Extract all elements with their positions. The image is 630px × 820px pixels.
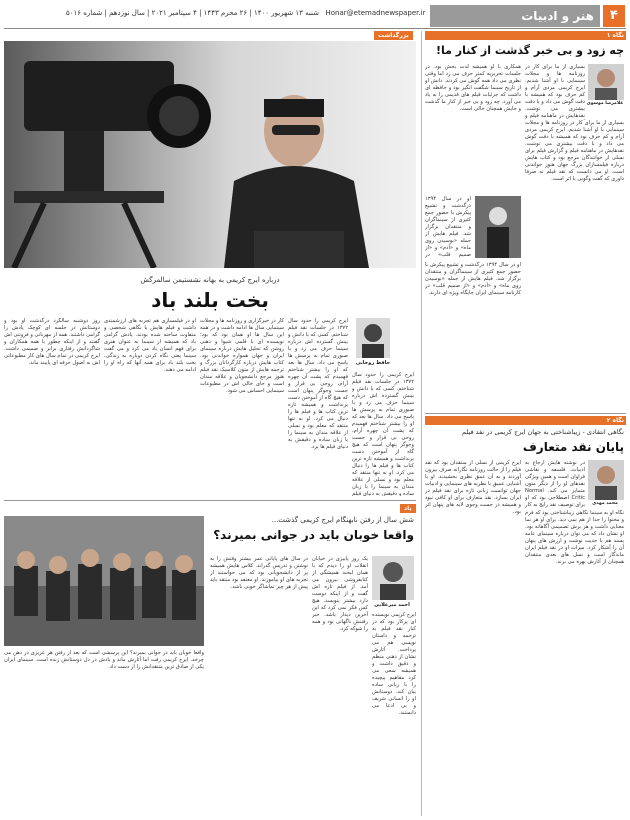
article-column: در نوشته هایش ارجاع به ادبیات، فلسفه و نقاشی فراوان است و همین ویژگی نقدهای او را از دیگر متون متمایز می کند. Normal Critic اصطلاحی بود که او برای توصیف نقد رایج به کار — [525, 460, 585, 508]
article-deck: شش سال از رفتن نابهنگام ایرج کریمی گذشت... — [271, 516, 414, 524]
page-number: ۴ — [603, 5, 625, 27]
author-avatar — [588, 460, 624, 500]
kicker-tribute: بزرگداشت — [374, 31, 413, 40]
article-column: همکاری با او همیشه لذت بخش بود. در جلسات تحریریه کمتر حرف می زد اما وقتی نظری می داد همه گوش می کردند. دانش او از تاریخ سینما شگفت انگیز بود و حافظه ای داشت که جزئیات فیلم های قدیمی را به یاد می آورد. چه زود و بی خبر از کنار ما گذشت و جایش همچنان خالی است. — [425, 64, 521, 112]
author-name: غلامرضا موسوی — [586, 101, 624, 106]
group-photo — [4, 516, 204, 646]
article-column: بسیاری از ما برای کار در روزنامه ها و مجلات سینمایی با او آشنا شدیم. ایرج کریمی مردی آرام و کم حرف بود که همیشه با دقت گوش می داد و با دقت بیشتری می نوشت. نقدهایش در ماهنامه فیلم و گزارش فیلم برای نسلی از خوانندگان مرجع بود و کتاب هایش درباره فیلمسازان بزرگ جهان هنوز خواندنی است. او می دانست که نقد فیلم نه صرفا داوری که گفت وگویی با اثر است. — [525, 120, 624, 182]
article-column: ایرج کریمی را حدود سال ۱۳۷۲ در جلسات نقد فیلم شناختم. کسی که با دانش و بینش گسترده اش درباره سینما حرف می زد و با صبوری تمام به پرسش ها پاسخ می داد. سال ها بعد که او را بیشتر شناختم فهمیدم که پشت آن چهره آرام، روحی بی قرار و جست وجوگر پنهان است که هیچ گاه از آموختن دست برنداشت و همیشه تازه ترین کتاب ها و فیلم ها را دنبال می کرد. او نه تنها منتقد که معلم بود و نسلی از علاقه مندان به سینما را با زبان ساده و دقیقش به دنیای فیلم — [352, 372, 414, 496]
author-avatar-illustration — [588, 64, 624, 100]
author-avatar — [588, 64, 624, 100]
right-headline: پایان نقد متعارف — [522, 440, 624, 454]
article-column: نگاه او به سینما نگاهی زیباشناختی بود که فرم و محتوا را جدا از هم نمی دید. برای او هر نما معنایی داشت و هر برش تصمیمی آگاهانه بود. او نشان داد که می توان درباره سینمای عامه پسند هم با جدیت نوشت و ارزش های پنهان آن را آشکار کرد. میراث او در نقد فیلم ایران ماندگار است و نسل های بعدی منتقدان همچنان از آثارش بهره می برند. — [525, 510, 624, 565]
right-headline: چه زود و بی خبر گذشت از کنار ما! — [435, 44, 624, 57]
kicker-view-2: نگاه ۲ — [606, 417, 624, 424]
author-avatar-illustration — [356, 318, 390, 358]
article-column: او در فیلمسازی هم تجربه های ارزشمندی داشت و فیلم هایش با نگاهی شخصی و متفاوت ساخته شده بودند. یادش گرامی باد که همیشه از سینما به عنوان هنری برای فهم انسان یاد می کرد و می گفت سینما یعنی نگاه کردن دوباره به زندگی. بخت بلند باد برای همه آنها که راه او را ادامه می دهند. — [104, 318, 196, 373]
article-column: ایرج کریمی را حدود سال ۱۳۷۲ در جلسات نقد فیلم شناختم. کسی که با دانش و بینش گسترده اش درباره سینما حرف می زد و با صبوری تمام به پرسش ها پاسخ می داد. سال ها بعد که او را بیشتر شناختم فهمیدم که پشت آن چهره آرام، روحی بی قرار و جست وجوگر پنهان است که هیچ گاه از آموختن دست برنداشت و همیشه تازه ترین کتاب ها و فیلم ها را دنبال می کرد. او نه تنها منتقد که معلم بود و نسلی از علاقه مندان به سینما را با زبان ساده و دقیقش به دنیای فیلم ها برد. — [288, 318, 348, 450]
article-headline: بخت بلند باد — [151, 288, 269, 312]
author-avatar — [372, 556, 414, 600]
author-avatar-illustration — [372, 556, 414, 600]
article-column: بسیاری از ما برای کار در روزنامه ها و مجلات سینمایی با او آشنا شدیم. ایرج کریمی مردی آرام و کم حرف بود که همیشه با دقت گوش می داد و با دقت بیشتری می نوشت. نقدهایش در ماهنامه فیلم و — [525, 64, 585, 119]
camera-portrait-photo — [4, 41, 416, 268]
author-avatar — [356, 318, 390, 358]
column-divider — [421, 31, 422, 816]
section-divider — [425, 413, 626, 414]
section-divider — [4, 500, 416, 501]
group-photo-illustration — [4, 516, 204, 646]
article-deck: درباره ایرج کریمی به بهانه نشستیمن سالمرگش — [140, 276, 280, 284]
article-column: کار در خبرگزاری و روزنامه ها و مجلات سینمایی سال ها ادامه داشت و در همه این سال ها او همان بود که بود؛ نویسنده ای با قلمی شیوا و ذهنی روشن که تحلیل هایش درباره سینمای ایران و جهان همواره خواندنی بود. کتاب هایش درباره کارگردانان بزرگ و ترجمه هایش از متون کلاسیک نقد فیلم هنوز مرجع دانشجویان و علاقه مندان است و جای خالی اش در مطبوعات سینمایی احساس می شود. — [200, 318, 284, 394]
article-column: او در سال ۱۳۹۴ درگذشت و تشییع پیکرش با حضور جمع کثیری از سینماگران و منتقدان برگزار شد. فیلم هایش از جمله «بوسیدن روی ماه» و «آدم» و «از صمیم قلب» در کارنامه سینمای ایران جایگاه ویژه ای دارند. — [425, 262, 521, 296]
section-email[interactable]: Honar@etemadnewspaper.ir — [325, 9, 426, 17]
article-column: واقعا خوبان باید در جوانی بمیرند؟ این پرسشی است که بعد از رفتن هر عزیزی در ذهن می چرخد. ایرج کریمی رفت اما آثارش ماند و یادش در دل دوستانش زنده است. سینمای ایران یکی از صادق ترین منتقدانش را از دست داد. — [4, 650, 204, 670]
kicker-memory: یاد — [400, 504, 416, 513]
article-column: او در سال ۱۳۹۴ درگذشت و تشییع پیکرش با حضور جمع کثیری از سینماگران و منتقدان برگزار شد. فیلم هایش از جمله «بوسیدن روی ماه» و «آدم» و «از صمیم قلب» در — [425, 196, 471, 258]
author-avatar-illustration — [588, 460, 624, 500]
article-column: ایرج کریمی نویسنده ای پرکار بود که در کنار نقد فیلم به ترجمه و داستان نویسی هم می پرداخت. آثارش نشان از ذهنی منظم و دقیق داشت و همیشه سعی می کرد مفاهیم پیچیده را با زبانی ساده بیان کند. دوستانش او را انسانی شریف و بی ادعا می دانستند. — [372, 612, 416, 716]
article-column: روز دوشنبه سالگرد درگذشت او بود و دوستانش در جلسه ای کوچک یادش را گرامی داشتند. همه از مهربانی و فروتنی اش گفتند و از اینکه چطور با همه همکاران و شاگردانش رفتاری برابر و صمیمی داشت. ایرج کریمی در تمام سال های کار مطبوعاتی اش به اصول حرفه ای پایبند ماند. — [4, 318, 100, 366]
article-headline: واقعا خوبان باید در جوانی بمیرند؟ — [213, 528, 414, 542]
article-column: در سال های پایانی عمر بیشتر وقتش را به نوشتن و تدریس گذراند. کلاس هایش همیشه پر از دانشجویانی بود که می خواستند از تجربه های او بیاموزند. او معتقد بود منتقد باید پیش از هر چیز تماشاگر خوبی باشد. — [210, 556, 308, 590]
article-column: یک روز پاییزی در خیابان انقلاب او را دیدم که با همان لبخند همیشگی از کتابفروشی بیرون می آمد. از فیلم تازه اش گفت و از اینکه دوست دارد بیشتر بنویسد. هیچ کس فکر نمی کرد که این آخرین دیدار باشد. خبر رفتنش ناگهانی بود و همه را شوکه کرد. — [312, 556, 368, 632]
director-photo-illustration — [475, 196, 521, 258]
article-deck: نگاهی انتقادی - زیباشناختی به جهان ایرج کریمی در نقد فیلم — [462, 428, 624, 436]
masthead-divider — [4, 28, 626, 29]
kicker-view-1: نگاه ۱ — [606, 32, 624, 39]
section-title: هنر و ادبیات — [430, 5, 600, 27]
director-photo — [475, 196, 521, 258]
camera-portrait-illustration — [4, 41, 416, 268]
article-column: ایرج کریمی از نسلی از منتقدان بود که نقد فیلم را از حالت روزنامه نگارانه صرف بیرون آوردند و به آن عمق نظری بخشیدند. او با آشنایی عمیق با نظریه های سینمایی و ادبیات جهان توانست زبانی تازه برای نقد فیلم در ایران بسازد. نقد متعارف برای او کافی نبود و همیشه در جست وجوی لایه های پنهان اثر بود. — [425, 460, 521, 515]
author-name: حافظ روحانی — [355, 360, 391, 366]
issue-date-line: شنبه ۱۳ شهریور ۱۴۰۰ | ۲۶ محرم ۱۴۴۳ | ۴ سپتامبر ۲۰۲۱ | سال نوزدهم | شماره ۵۰۱۶ — [65, 9, 319, 17]
author-name: محمد مهدی — [592, 501, 618, 506]
author-name: احمد میرعلایی — [374, 602, 410, 608]
